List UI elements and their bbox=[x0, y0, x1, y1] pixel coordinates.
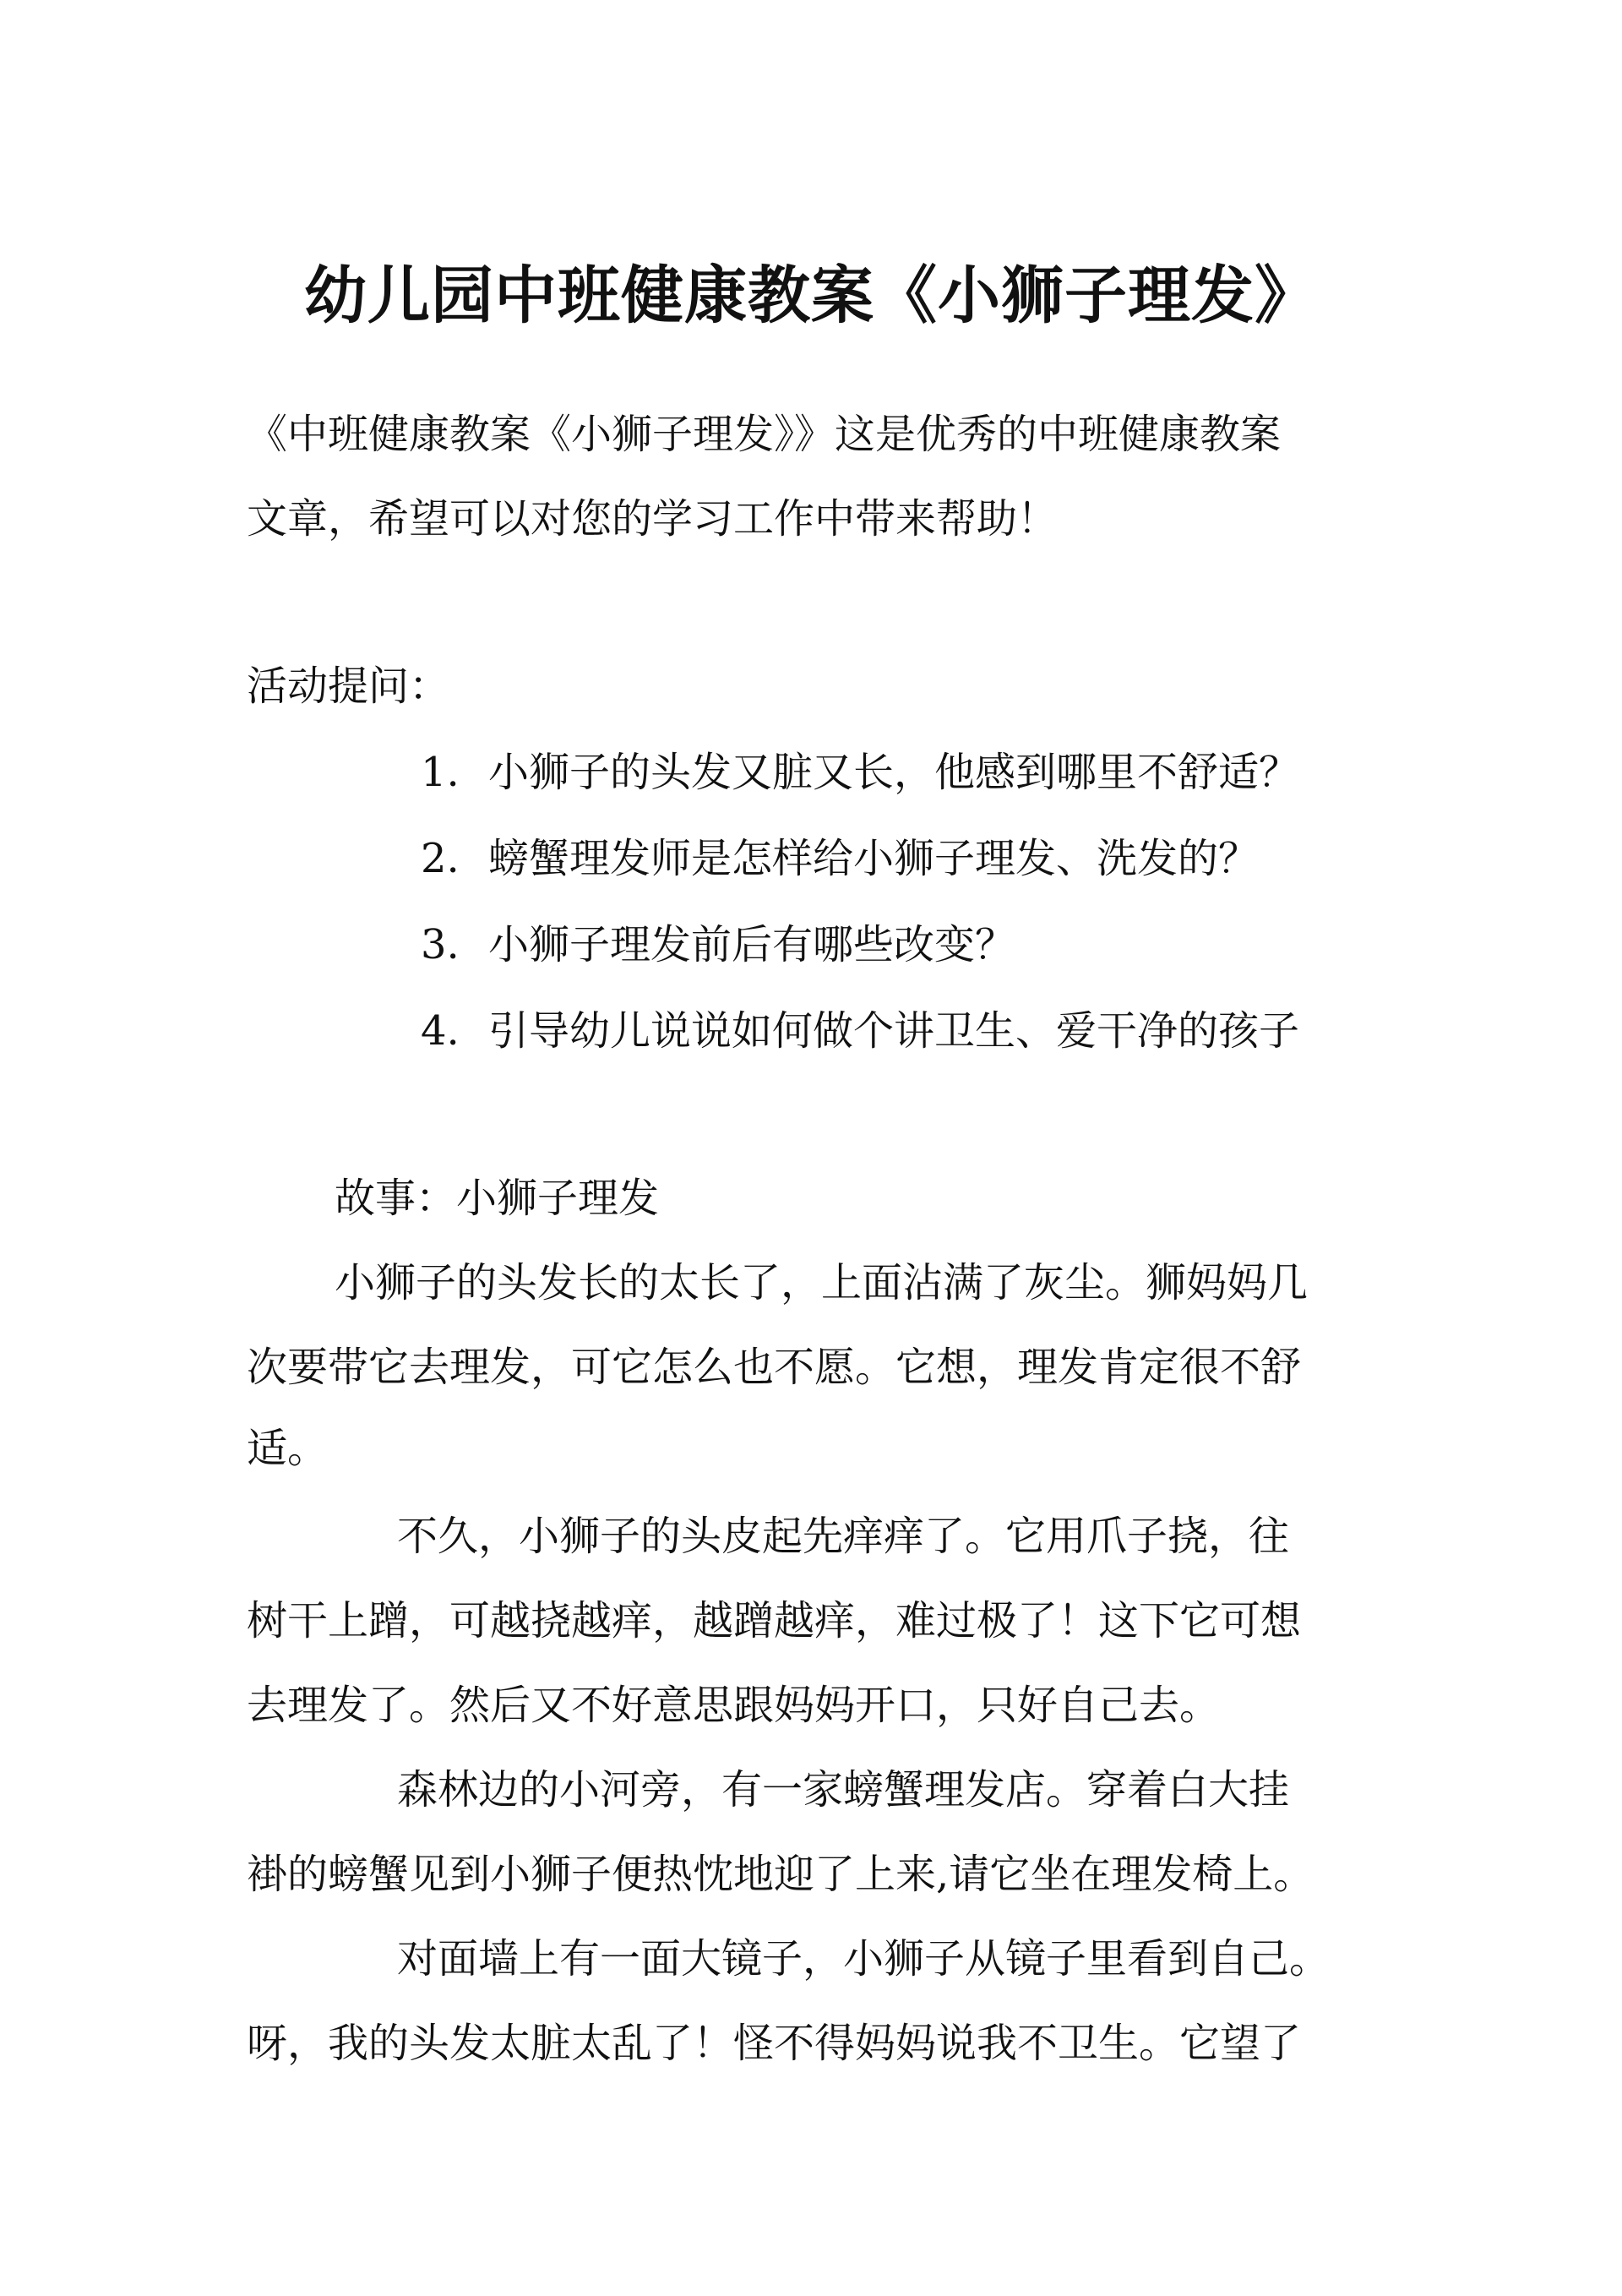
intro-line: 文章，希望可以对您的学习工作中带来帮助！ bbox=[247, 495, 1059, 543]
question-item bbox=[421, 830, 1259, 887]
question-text: 引导幼儿说说如何做个讲卫生、爱干净的孩子 bbox=[488, 1007, 1300, 1055]
question-number: 3. bbox=[421, 921, 460, 968]
question-item bbox=[421, 744, 1299, 801]
story-paragraph-line: 不久，小狮子的头皮起先痒痒了。它用爪子挠，往 bbox=[397, 1513, 1290, 1560]
story-paragraph-line: 对面墙上有一面大镜子，小狮子从镜子里看到自己。 bbox=[397, 1935, 1331, 1982]
intro-line: 《中班健康教案《小狮子理发》》这是优秀的中班健康教案 bbox=[247, 411, 1282, 458]
story-title: 故事：小狮子理发 bbox=[335, 1175, 660, 1222]
question-number: 1. bbox=[421, 749, 460, 796]
question-text: 小狮子的头发又脏又长，他感到哪里不舒适？ bbox=[488, 749, 1300, 796]
story-paragraph-line: 去理发了。然后又不好意思跟妈妈开口，只好自己去。 bbox=[247, 1682, 1221, 1729]
story-paragraph-line: 次要带它去理发，可它怎么也不愿。它想，理发肯定很不舒 bbox=[247, 1344, 1302, 1391]
document-title: 幼儿园中班健康教案《小狮子理发》 bbox=[304, 259, 1318, 332]
story-paragraph-line: 褂的螃蟹见到小狮子便热忱地迎了上来,请它坐在理发椅上。 bbox=[247, 1851, 1314, 1898]
story-paragraph-line: 森林边的小河旁，有一家螃蟹理发店。穿着白大挂 bbox=[397, 1766, 1290, 1813]
story-paragraph-line: 树干上蹭，可越挠越痒，越蹭越痒，难过极了！这下它可想 bbox=[247, 1597, 1302, 1644]
question-number: 4. bbox=[421, 1007, 460, 1055]
question-item bbox=[421, 1002, 1299, 1060]
questions-heading: 活动提问： bbox=[247, 663, 450, 710]
story-paragraph-line: 小狮子的头发长的太长了，上面沾满了灰尘。狮妈妈几 bbox=[335, 1259, 1309, 1306]
question-text: 小狮子理发前后有哪些改变？ bbox=[488, 921, 1016, 968]
story-paragraph-line: 适。 bbox=[247, 1425, 329, 1472]
question-item bbox=[421, 916, 1015, 973]
question-number: 2. bbox=[421, 835, 460, 882]
story-paragraph-line: 呀，我的头发太脏太乱了！怪不得妈妈说我不卫生。它望了 bbox=[247, 2020, 1302, 2067]
question-text: 螃蟹理发师是怎样给小狮子理发、洗发的？ bbox=[488, 835, 1260, 882]
